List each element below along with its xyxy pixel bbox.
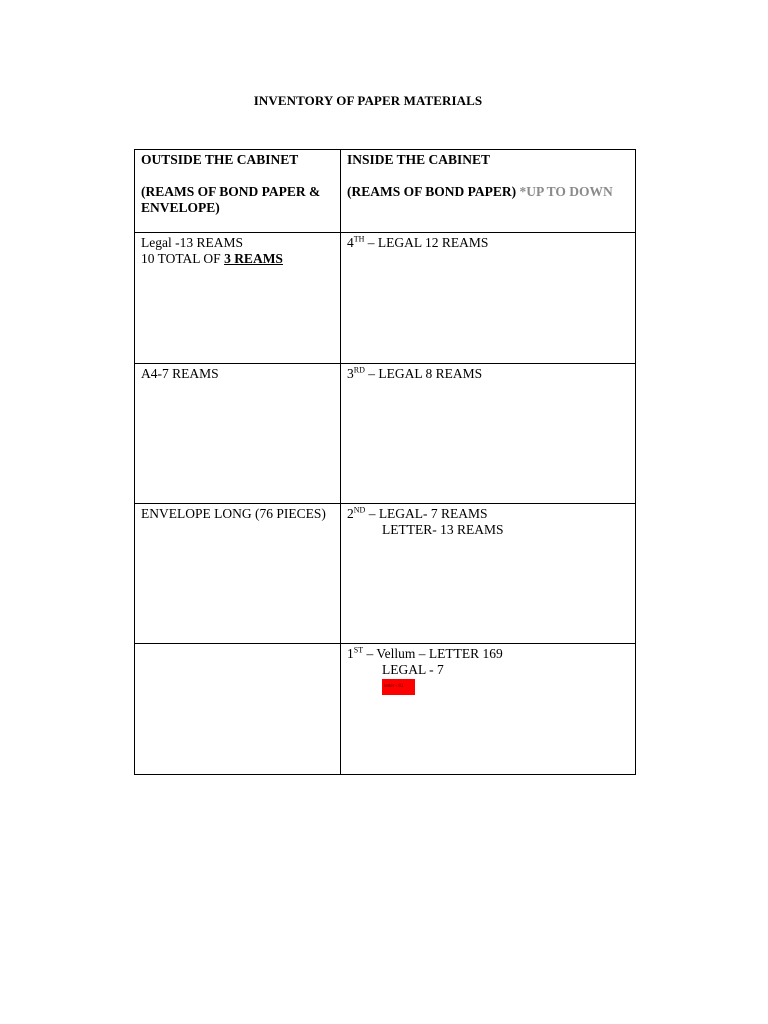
shelf-4-ordinal: TH: [353, 234, 365, 244]
inside-cell-shelf-1: [341, 644, 636, 775]
shelf-3-line: [347, 366, 629, 382]
shelf-2-line: [347, 506, 629, 522]
shelf-2-text: – LEGAL- 7 REAMS: [365, 506, 488, 521]
outside-cell-a4: [135, 364, 341, 504]
legal-total-prefix: 10 TOTAL OF: [141, 251, 225, 266]
inside-header-cell: [341, 150, 636, 233]
legal-count: Legal -13 REAMS: [141, 235, 243, 250]
outside-subheading: (REAMS OF BOND PAPER & ENVELOPE): [141, 184, 321, 215]
shelf-1-highlight: letter - 81: [382, 679, 415, 695]
table-row: [135, 504, 636, 644]
shelf-1-ordinal: ST: [353, 645, 364, 655]
legal-total-emphasis: 3 REAMS: [224, 251, 283, 266]
shelf-1-line: [347, 646, 629, 662]
page-title: INVENTORY OF PAPER MATERIALS: [253, 93, 483, 108]
table-row: [135, 644, 636, 775]
shelf-4-text: – LEGAL 12 REAMS: [364, 235, 489, 250]
shelf-3-number: 3: [347, 366, 354, 381]
shelf-4-number: 4: [347, 235, 354, 250]
shelf-1-legal: LEGAL - 7: [382, 662, 444, 677]
table-row: [135, 233, 636, 364]
direction-note: *UP TO DOWN: [519, 184, 613, 199]
inside-cell-shelf-3: [341, 364, 636, 504]
inventory-table: [134, 149, 636, 775]
shelf-1-number: 1: [347, 646, 354, 661]
shelf-2-letter: LETTER- 13 REAMS: [382, 522, 504, 537]
legal-total: [141, 251, 334, 267]
inside-cell-shelf-4: [341, 233, 636, 364]
shelf-2-number: 2: [347, 506, 354, 521]
inside-heading: INSIDE THE CABINET: [347, 152, 491, 167]
shelf-3-ordinal: RD: [353, 365, 365, 375]
outside-cell-empty: [135, 644, 341, 775]
table-header-row: [135, 150, 636, 233]
shelf-2-ordinal: ND: [353, 505, 366, 515]
outside-heading: OUTSIDE THE CABINET: [141, 152, 299, 167]
outside-cell-envelope: [135, 504, 341, 644]
shelf-4-line: [347, 235, 629, 251]
inside-cell-shelf-2: [341, 504, 636, 644]
inside-subheading: (REAMS OF BOND PAPER): [347, 184, 517, 199]
shelf-3-text: – LEGAL 8 REAMS: [364, 366, 483, 381]
outside-cell-legal: [135, 233, 341, 364]
shelf-1-text: – Vellum – LETTER 169: [363, 646, 503, 661]
envelope-count: ENVELOPE LONG (76 PIECES): [141, 506, 326, 521]
outside-header-cell: [135, 150, 341, 233]
table-row: [135, 364, 636, 504]
a4-count: A4-7 REAMS: [141, 366, 219, 381]
